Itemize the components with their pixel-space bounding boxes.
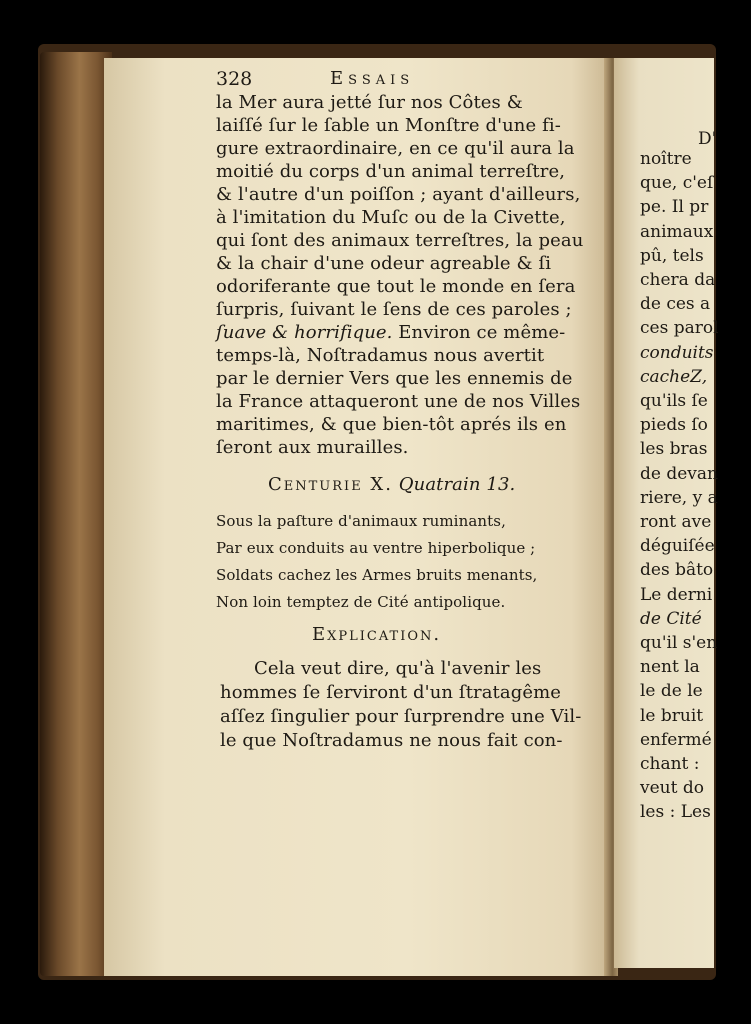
right-running-head: D' <box>698 129 717 149</box>
right-text-line: les : Les <box>640 802 711 823</box>
centurie-heading <box>268 474 515 496</box>
right-text-line: pe. Il pr <box>640 197 709 218</box>
verse-line: Par eux conduits au ventre hiperbolique ; <box>216 539 536 557</box>
right-text-line: nent la <box>640 657 700 678</box>
right-text-line: le de le <box>640 681 703 702</box>
right-text-line: animaux <box>640 221 714 242</box>
text-line: Cela veut dire, qu'à l'avenir les <box>254 658 542 679</box>
verse-line: Sous la paſture d'animaux ruminants, <box>216 512 506 530</box>
right-text-line: qu'ils ſe <box>640 391 708 411</box>
right-text-line: noître <box>640 149 692 169</box>
right-text-line: de ces a <box>640 294 711 315</box>
right-text-line: de Cité <box>640 608 702 629</box>
verse-line: Soldats cachez les Armes bruits menants, <box>216 566 538 584</box>
text-line: laiſſé ſur le ſable un Monſtre d'une fi- <box>216 115 561 136</box>
page-number: 328 <box>216 68 253 90</box>
text-line: la Mer aura jetté ſur nos Côtes & <box>216 92 523 113</box>
right-text-line: pû, tels <box>640 245 704 266</box>
right-text-line: pieds ſo <box>640 415 708 436</box>
text-line: gure extraordinaire, en ce qu'il aura la <box>216 138 575 159</box>
text-line: temps-là, Noſtradamus nous avertit <box>216 345 545 366</box>
text-line: à l'imitation du Muſc ou de la Civette, <box>216 207 566 228</box>
text-line: la France attaqueront une de nos Villes <box>216 391 581 412</box>
right-text-line: cacheZ, <box>640 366 708 387</box>
text-line: moitié du corps d'un animal terreſtre, <box>216 161 566 182</box>
explication-heading: Explication. <box>312 624 442 645</box>
text-line: ſurpris, ſuivant le ſens de ces paroles ; <box>216 299 572 320</box>
text-line: odoriferante que tout le monde en ſera <box>216 276 576 297</box>
running-head: Essais <box>330 68 415 89</box>
text-line: qui ſont des animaux terreſtres, la peau <box>216 230 584 251</box>
right-text-line: riere, y a <box>640 487 718 508</box>
text-line: ſeront aux murailles. <box>216 437 409 458</box>
text-line: aſſez ſingulier pour ſurprendre une Vil- <box>220 706 582 727</box>
italic-quote: ſuave & horrifique. <box>216 322 393 343</box>
right-text-line: chant : <box>640 754 700 774</box>
left-page <box>104 58 612 976</box>
right-text-line: que, c'eſ <box>640 173 714 194</box>
right-text-line: chera da <box>640 270 716 290</box>
book-spine <box>40 52 112 976</box>
verse-line: Non loin temptez de Cité antipolique. <box>216 593 506 611</box>
right-text-line: de devan <box>640 463 718 484</box>
text-fragment: Environ ce même- <box>392 322 566 343</box>
right-text-line: Le derni <box>640 584 713 605</box>
text-line: & l'autre d'un poiſſon ; ayant d'ailleurs, <box>216 184 581 205</box>
right-text-line: des bâto <box>640 560 714 581</box>
right-text-line: enfermé <box>640 729 712 750</box>
text-line <box>216 322 565 344</box>
right-text-line: ront ave <box>640 512 712 532</box>
text-line: hommes ſe ſerviront d'un ſtratagême <box>220 682 562 703</box>
right-text-line: conduits <box>640 342 714 363</box>
right-page <box>614 58 719 968</box>
right-text-line: le bruit <box>640 705 704 726</box>
right-text-line: les bras <box>640 439 708 460</box>
quatrain-label: Quatrain 13. <box>398 474 516 495</box>
text-line: maritimes, & que bien-tôt aprés ils en <box>216 414 567 435</box>
text-line: par le dernier Vers que les ennemis de <box>216 368 573 389</box>
right-text-line: déguiſée <box>640 536 715 557</box>
text-line: le que Noſtradamus ne nous fait con- <box>220 730 563 751</box>
centurie-label: Centurie X. <box>268 474 393 495</box>
right-text-line: qu'il s'en <box>640 633 718 653</box>
text-line: & la chair d'une odeur agreable & ſi <box>216 253 552 274</box>
right-text-line: ces parol <box>640 318 719 339</box>
right-text-line: veut do <box>640 778 704 799</box>
